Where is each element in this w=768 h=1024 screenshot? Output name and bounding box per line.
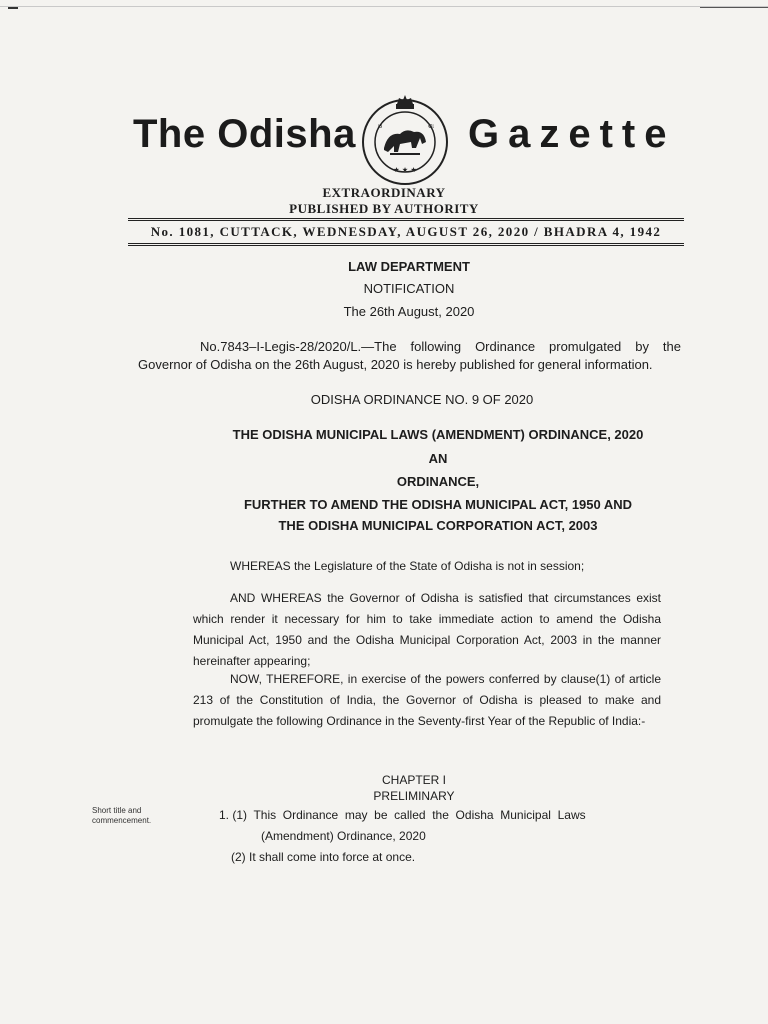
top-edge-rule <box>0 6 768 7</box>
department-heading: LAW DEPARTMENT <box>348 259 470 274</box>
published-label: PUBLISHED BY AUTHORITY <box>289 201 479 216</box>
svg-text:ଶା: ଶା <box>428 123 434 130</box>
gazette-title-left: The Odisha <box>133 112 356 156</box>
svg-text:ଓ: ଓ <box>378 123 383 130</box>
clause-1-line-2: (Amendment) Ordinance, 2020 <box>261 829 426 843</box>
chapter-number: CHAPTER I <box>381 773 446 787</box>
notification-heading: NOTIFICATION <box>363 281 455 296</box>
preamble-and-whereas: AND WHEREAS the Governor of Odisha is satisfied that circumstances exist which render it necessary for him to take immediate action to amend the Odisha Municipal Act, 1950 and the Odisha Municipal Corporation Act, 2003 in the manner hereinafter appearing; <box>193 591 661 668</box>
ordinance-number: ODISHA ORDINANCE NO. 9 OF 2020 <box>310 392 534 407</box>
extraordinary-label: EXTRAORDINARY <box>322 185 446 200</box>
section-1-clause-2: (2) It shall come into force at once. <box>231 850 416 864</box>
notification-date: The 26th August, 2020 <box>343 304 475 319</box>
clause-1-line-1: 1. (1) This Ordinance may be called the Odisha Municipal Laws <box>219 808 586 822</box>
ordinance-purpose-line-1: FURTHER TO AMEND THE ODISHA MUNICIPAL ACT, 1950 AND <box>243 497 633 512</box>
notification-intro: No.7843–I-Legis-28/2020/L.—The following Ordinance promulgated by the Governor of Odisha on the 26th August, 2020 is hereby published for general information. <box>138 339 681 372</box>
masthead-rule-bottom <box>128 243 684 246</box>
svg-text:★ ★ ★: ★ ★ ★ <box>393 166 417 174</box>
chapter-name: PRELIMINARY <box>373 789 455 803</box>
section-1-clause-1 <box>219 805 661 847</box>
ordinance-title: THE ODISHA MUNICIPAL LAWS (AMENDMENT) ORDINANCE, 2020 <box>232 427 644 442</box>
state-emblem-seal <box>354 88 456 190</box>
corner-mark <box>8 7 18 9</box>
gazette-title-right: Gazette <box>468 112 676 156</box>
section-margin-note: Short title and commencement. <box>92 806 152 825</box>
issue-line: No. 1081, CUTTACK, WEDNESDAY, AUGUST 26, 2020 / BHADRA 4, 1942 <box>150 224 662 239</box>
preamble-now-therefore: NOW, THEREFORE, in exercise of the powers conferred by clause(1) of article 213 of the Constitution of India, the Governor of Odisha is pleased to make and promulgate the following Ordinance in the Seventy-first Year of the Republic of India:- <box>193 672 661 728</box>
ordinance-purpose-line-2: THE ODISHA MUNICIPAL CORPORATION ACT, 2003 <box>278 518 598 533</box>
ordinance-word: ORDINANCE, <box>396 474 480 489</box>
preamble-whereas: WHEREAS the Legislature of the State of Odisha is not in session; <box>230 559 585 573</box>
ordinance-an: AN <box>428 451 448 466</box>
edge-mark <box>700 7 768 8</box>
masthead-rule-top <box>128 218 684 221</box>
